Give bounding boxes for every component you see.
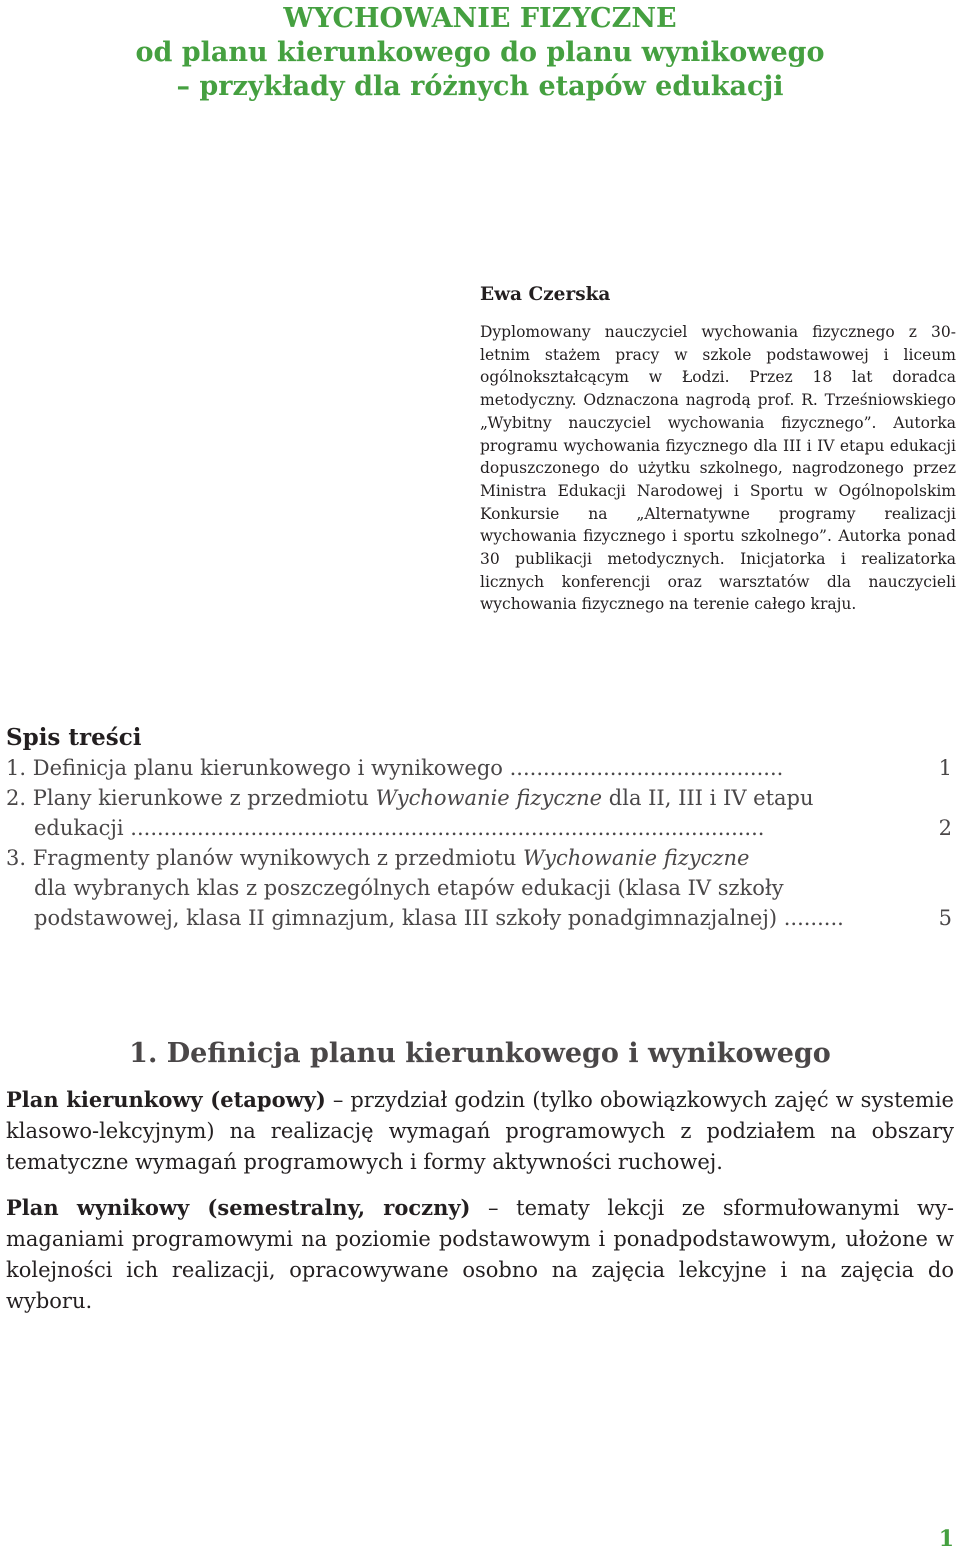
- toc-item-subject: Wychowanie fizyczne: [522, 846, 750, 870]
- author-name: Ewa Czerska: [480, 284, 611, 305]
- toc-item-number: 2.: [6, 786, 27, 810]
- document-title: [0, 2, 960, 104]
- toc-item-page: 2: [938, 816, 952, 840]
- definition-term: Plan kierunkowy (etapowy): [6, 1087, 326, 1112]
- title-line-3: – przykłady dla różnych etapów edukacji: [176, 71, 784, 102]
- toc-item-subject: Wychowanie fizyczne: [375, 786, 603, 810]
- toc-item-text-cont: dla wybranych klas z poszczególnych etapów edukacji (klasa IV szkoły: [34, 876, 784, 900]
- definition-text: – tematy lekcji ze sformułowanymi wymaganiami programowymi na poziomie podstawowym i ponadpodstawowym, ułożone w kolejności ich realizacji, opracowywane osobno na zajęcia lekcyjne i na zajęcia do wyboru.: [6, 1196, 954, 1313]
- definition-plan-wynikowy: [6, 1192, 954, 1317]
- definition-text: – przydział godzin (tylko obowiązkowych zajęć w systemie klasowo-lekcyjnym) na realizację wymagań programowych z podziałem na obszary tematyczne wymagań programowych i formy aktywności ruchowej.: [6, 1088, 954, 1174]
- toc-item-page: 5: [938, 906, 952, 930]
- title-line-1: WYCHOWANIE FIZYCZNE: [283, 3, 677, 34]
- toc-item-text: Plany kierunkowe z przedmiotu: [32, 786, 376, 810]
- definition-plan-kierunkowy: [6, 1084, 954, 1178]
- toc-item-1[interactable]: [6, 753, 952, 783]
- toc-item-number: 3.: [6, 846, 27, 870]
- toc-item-3[interactable]: [6, 843, 952, 933]
- title-line-2: od planu kierunkowego do planu wynikowego: [135, 37, 825, 68]
- toc-item-2[interactable]: [6, 783, 952, 843]
- toc-item-text-cont: edukacji ...............................................................................................: [34, 816, 765, 840]
- table-of-contents: [6, 723, 952, 933]
- toc-item-text: Fragmenty planów wynikowych z przedmiotu: [32, 846, 523, 870]
- toc-item-page: 1: [938, 756, 952, 780]
- toc-item-text-cont: podstawowej, klasa II gimnazjum, klasa III szkoły ponadgimnazjalnej) .........: [34, 906, 844, 930]
- author-bio: Dyplomowany nauczyciel wychowania fizycznego z 30-letnim stażem pracy w szkole podstawowej i liceum ogólnokształcącym w Łodzi. Przez 18 lat doradca metodyczny. Odznaczona nagrodą prof. R. Trześniowskiego „Wybitny nauczyciel wychowania fizycznego”. Autorka programu wychowania fizycznego dla III i IV etapu edukacji dopuszczonego do użytku szkolnego, nagrodzonego przez Ministra Edukacji Narodowej i Sportu w Ogólnopolskim Konkursie na „Alternatywne programy realizacji wychowania fizycznego i sportu szkolnego”. Autorka ponad 30 publikacji metodycznych. Inicjatorka i realizatorka licznych konferencji oraz warsztatów dla nauczycieli wychowania fizycznego na terenie całego kraju.: [480, 323, 956, 614]
- definition-term: Plan wynikowy (semestralny, roczny): [6, 1195, 471, 1220]
- toc-item-text: Definicja planu kierunkowego i wynikowego .........................................: [32, 756, 784, 780]
- toc-item-number: 1.: [6, 756, 27, 780]
- definitions: [6, 1084, 954, 1331]
- toc-item-text: dla II, III i IV etapu: [602, 786, 814, 810]
- toc-heading: Spis treści: [6, 724, 142, 751]
- page-number: 1: [938, 1526, 954, 1552]
- author-block: [480, 283, 956, 616]
- section-heading: 1. Definicja planu kierunkowego i wynikowego: [129, 1038, 831, 1069]
